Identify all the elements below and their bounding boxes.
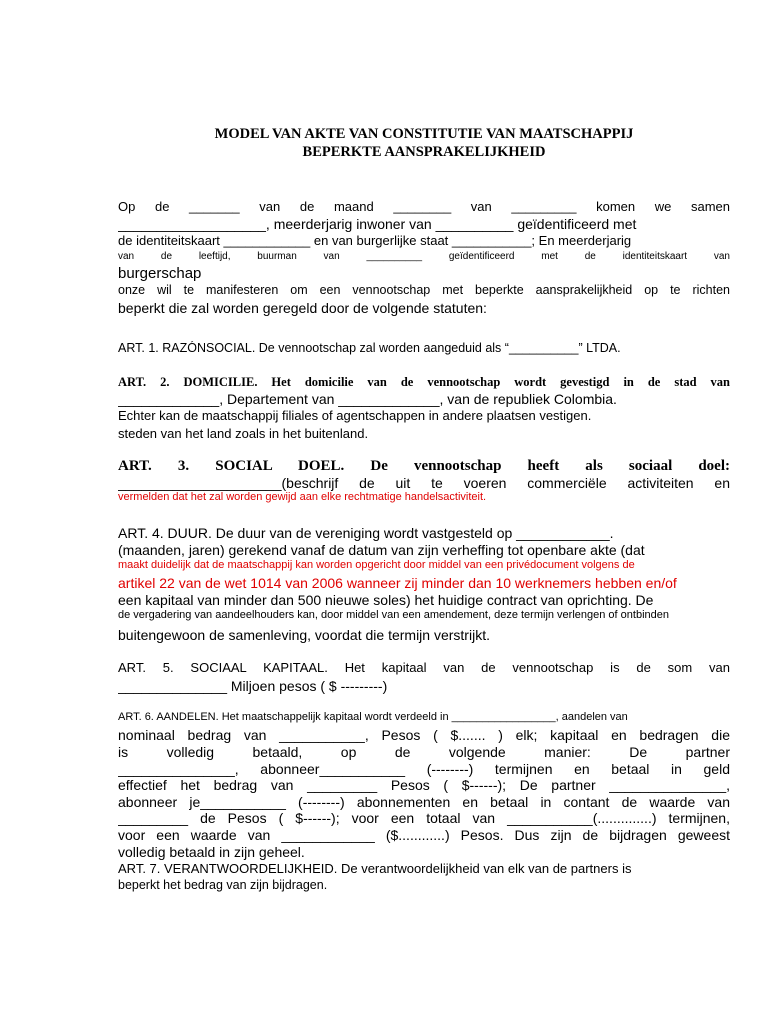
article-2-line-1: ART. 2. DOMICILIE. Het domicilie van de vennootschap wordt gevestigd in de stad van bbox=[118, 375, 730, 389]
article-3-line-2: _____________________(beschrijf de uit te voeren commerciële activiteiten en bbox=[118, 475, 730, 491]
article-6-line-5: effectief het bedrag van _________ Pesos ( $------); De partner _______________, bbox=[118, 777, 730, 793]
intro-line-4: van de leeftijd, buurman van __________ geïdentificeerd met de identiteitskaart van bbox=[118, 251, 730, 262]
intro-line-7: beperkt die zal worden geregeld door de volgende statuten: bbox=[118, 300, 487, 316]
document-page bbox=[118, 0, 730, 1024]
article-2-line-4: steden van het land zoals in het buitenland. bbox=[118, 426, 369, 441]
article-6-line-3: is volledig betaald, op de volgende manier: De partner bbox=[118, 744, 730, 760]
document-title-line-2: BEPERKTE AANSPRAKELIJKHEID bbox=[302, 144, 546, 160]
article-5-line-1: ART. 5. SOCIAAL KAPITAAL. Het kapitaal van de vennootschap is de som van bbox=[118, 660, 730, 675]
document-title-line-1: MODEL VAN AKTE VAN CONSTITUTIE VAN MAATSCHAPPIJ bbox=[214, 126, 634, 142]
intro-line-5: burgerschap bbox=[118, 265, 202, 282]
article-6-line-9: volledig betaald in zijn geheel. bbox=[118, 844, 305, 860]
article-5-line-2: ______________ Miljoen pesos ( $ ---------) bbox=[118, 678, 388, 694]
article-1-line-1: ART. 1. RAZÓNSOCIAL. De vennootschap zal worden aangeduid als “__________” LTDA. bbox=[118, 341, 621, 355]
article-4-line-2: (maanden, jaren) gerekend vanaf de datum van zijn verheffing tot openbare akte (dat bbox=[118, 542, 645, 558]
intro-line-6: onze wil te manifesteren om een vennootschap met beperkte aansprakelijkheid op te richten bbox=[118, 283, 730, 297]
article-6-line-4: _______________, abonneer___________ (--------) termijnen en betaal in geld bbox=[118, 761, 730, 777]
article-3-line-3: vermelden dat het zal worden gewijd aan elke rechtmatige handelsactiviteit. bbox=[118, 491, 487, 503]
article-2-line-3: Echter kan de maatschappij filiales of agentschappen in andere plaatsen vestigen. bbox=[118, 408, 592, 423]
intro-line-1: Op de _______ van de maand ________ van _________ komen we samen bbox=[118, 199, 730, 214]
article-6-line-8: voor een waarde van ____________ ($............) Pesos. Dus zijn de bijdragen geweest bbox=[118, 827, 730, 843]
article-6-line-6: abonneer je___________ (--------) abonnementen en betaal in contant de waarde van bbox=[118, 794, 730, 810]
article-2-line-2: _____________, Departement van _____________, van de republiek Colombia. bbox=[118, 391, 617, 407]
article-6-line-1: ART. 6. AANDELEN. Het maatschappelijk kapitaal wordt verdeeld in _________________, aandelen van bbox=[118, 711, 628, 723]
article-4-line-7: buitengewoon de samenleving, voordat die termijn verstrijkt. bbox=[118, 627, 490, 643]
article-4-line-3: maakt duidelijk dat de maatschappij kan worden opgericht door middel van een privédocument volgens de bbox=[118, 559, 635, 571]
article-4-line-6: de vergadering van aandeelhouders kan, door middel van een amendement, deze termijn verlengen of ontbinden bbox=[118, 609, 669, 621]
article-6-line-7: _________ de Pesos ( $------); voor een totaal van ___________(..............) termijnen, bbox=[118, 810, 730, 826]
article-7-line-2: beperkt het bedrag van zijn bijdragen. bbox=[118, 878, 328, 892]
article-7-line-1: ART. 7. VERANTWOORDELIJKHEID. De verantwoordelijkheid van elk van de partners is bbox=[118, 861, 632, 876]
article-4-line-5: een kapitaal van minder dan 500 nieuwe soles) het huidige contract van oprichting. De bbox=[118, 592, 654, 608]
article-6-line-2: nominaal bedrag van ___________, Pesos ( $....... ) elk; kapitaal en bedragen die bbox=[118, 727, 730, 743]
article-4-line-1: ART. 4. DUUR. De duur van de vereniging wordt vastgesteld op ____________. bbox=[118, 525, 614, 541]
article-3-line-1: ART. 3. SOCIAL DOEL. De vennootschap heeft als sociaal doel: bbox=[118, 458, 730, 474]
intro-line-3: de identiteitskaart ____________ en van burgerlijke staat ___________; En meerderjarig bbox=[118, 233, 632, 248]
article-4-line-4: artikel 22 van de wet 1014 van 2006 wanneer zij minder dan 10 werknemers hebben en/of bbox=[118, 575, 677, 591]
intro-line-2: ___________________, meerderjarig inwoner van __________ geïdentificeerd met bbox=[118, 216, 637, 232]
